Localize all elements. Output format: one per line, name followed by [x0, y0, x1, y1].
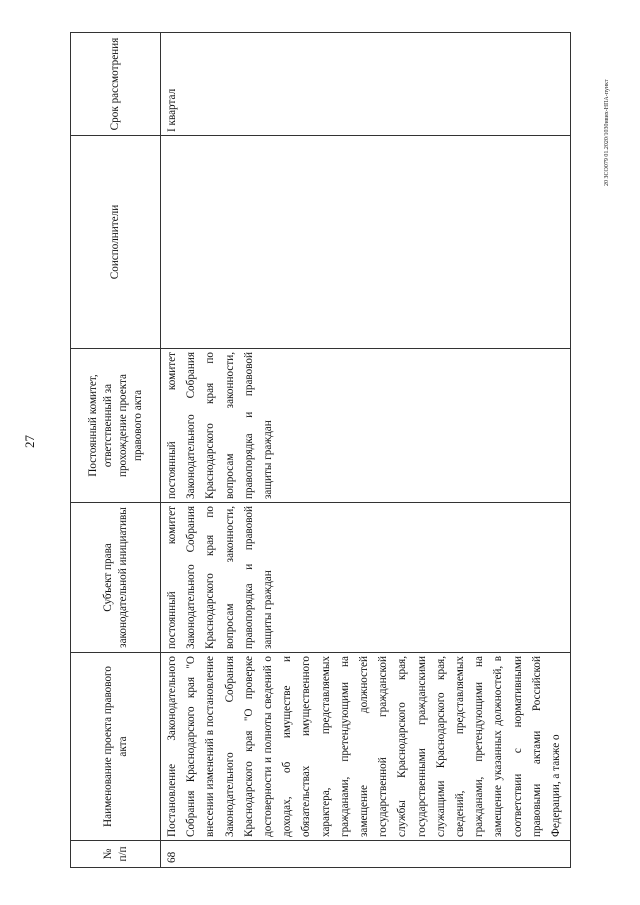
table-row [161, 33, 571, 868]
row-subject: постоянный комитет Законодательного Собрания Краснодарского края по вопросам законности, правопорядка и правовой защиты граждан [161, 503, 571, 653]
header-term: Срок рассмотрения [71, 33, 161, 136]
document-registration-code: 20 ЗСО079 01.2020/1030ивих-НПА-пункт [604, 79, 610, 186]
legislative-plan-table [70, 32, 571, 868]
row-coexecutors [161, 136, 571, 349]
rotated-table-container [70, 33, 570, 868]
row-term: I квартал [161, 33, 571, 136]
header-name: Наименование проекта правового акта [71, 653, 161, 841]
header-committee: Постоянный комитет, ответственный за прохождение проекта правового акта [71, 349, 161, 503]
table-header-row [71, 33, 161, 868]
header-subject: Субъект права законодательной инициативы [71, 503, 161, 653]
header-num: № п/п [71, 841, 161, 868]
row-committee: постоянный комитет Законодательного Собрания Краснодарского края по вопросам законности, правопорядка и правовой защиты граждан [161, 349, 571, 503]
row-act-name: Постановление Законодательного Собрания Краснодарского края "О внесении изменений в постановление Законодательного Собрания Краснодарского края "О проверке достоверности и полноты сведений о доходах, об имуществе и обязательствах имущественного характера, представляемых гражданами, претендующими на замещение должностей государственной гражданской службы Краснодарского края, государственными гражданскими служащими Краснодарского края, сведений, представляемых гражданами, претендующими на замещение указанных должностей, в соответствии с нормативными правовыми актами Российской Федерации, а также о [161, 653, 571, 841]
header-coexecutors: Соисполнители [71, 136, 161, 349]
row-num: 68 [161, 841, 571, 868]
page-number: 27 [22, 435, 37, 448]
